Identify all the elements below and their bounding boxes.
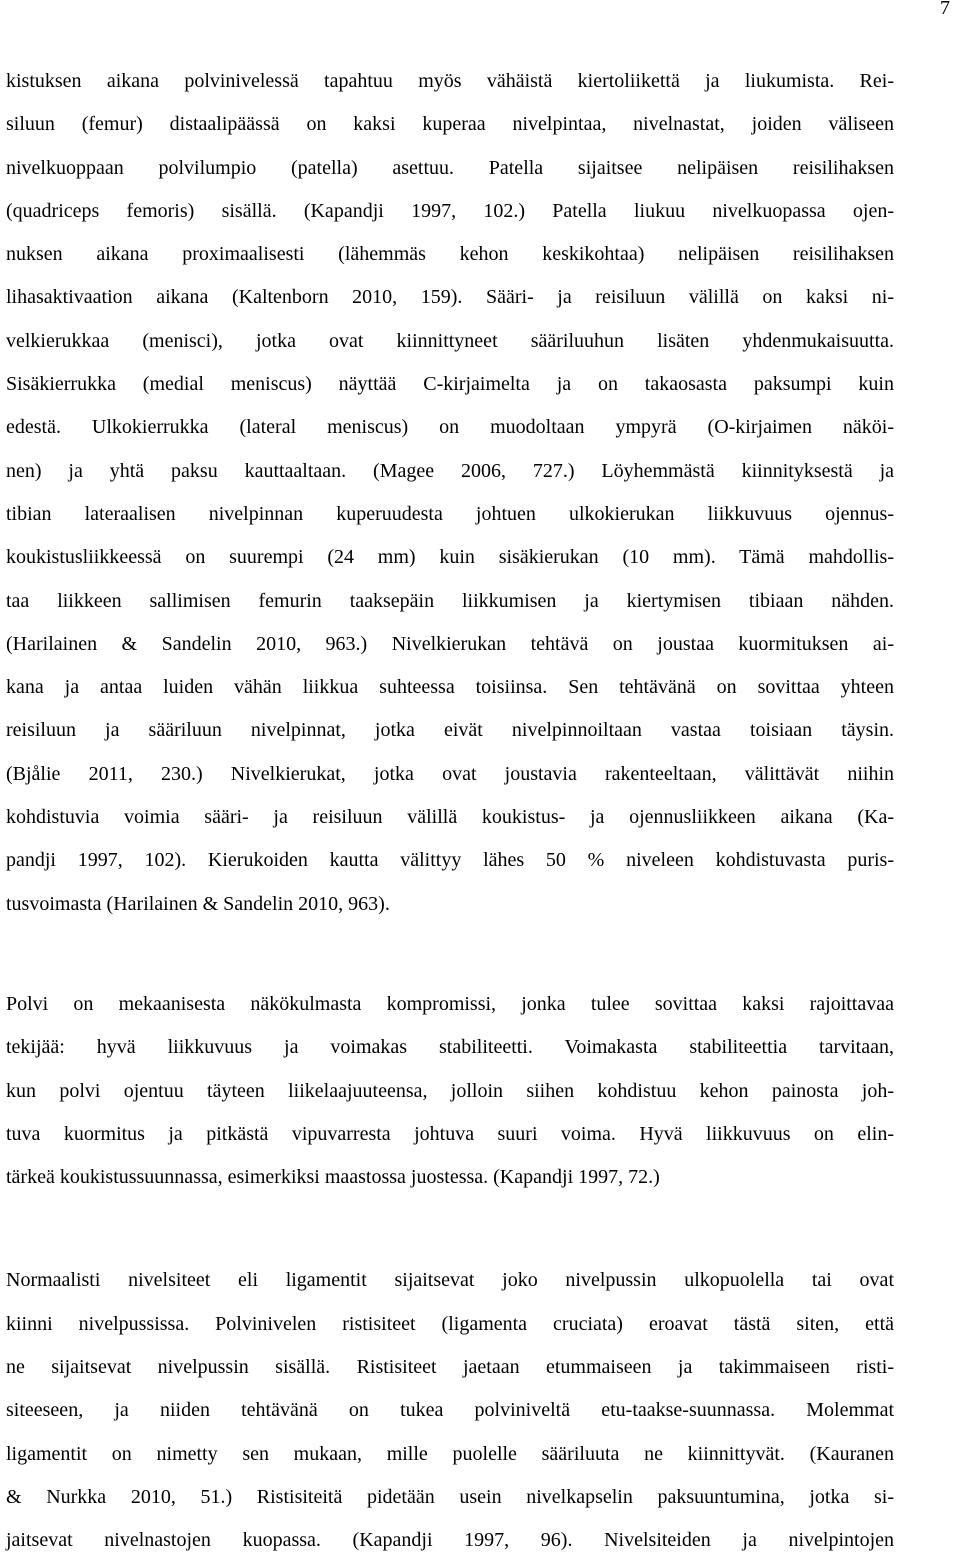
text-line: pandji 1997, 102). Kierukoiden kautta välittyy lähes 50 % niveleen kohdistuvasta puris-	[6, 849, 894, 872]
text-line: kana ja antaa luiden vähän liikkua suhteessa toisiinsa. Sen tehtävänä on sovittaa yhteen	[6, 676, 894, 699]
text-line: siluun (femur) distaalipäässä on kaksi kuperaa nivelpintaa, nivelnastat, joiden väliseen	[6, 113, 894, 136]
text-line: kun polvi ojentuu täyteen liikelaajuuteensa, jolloin siihen kohdistuu kehon painosta joh-	[6, 1079, 894, 1102]
text-line: ne sijaitsevat nivelpussin sisällä. Ristisiteet jaetaan etummaiseen ja takimmaiseen risti-	[6, 1356, 894, 1379]
text-line: nivelkuoppaan polvilumpio (patella) asettuu. Patella sijaitsee nelipäisen reisilihaksen	[6, 156, 894, 179]
text-line: (quadriceps femoris) sisällä. (Kapandji 1997, 102.) Patella liukuu nivelkuopassa ojen-	[6, 199, 894, 222]
paragraph-spacer	[6, 1199, 894, 1259]
text-line: reisiluun ja sääriluun nivelpinnat, jotka eivät nivelpinnoiltaan vastaa toisiaan täysin.	[6, 719, 894, 742]
text-line: tuva kuormitus ja pitkästä vipuvarresta johtuva suuri voima. Hyvä liikkuvuus on elin-	[6, 1122, 894, 1145]
text-line: kiinni nivelpussissa. Polvinivelen ristisiteet (ligamenta cruciata) eroavat tästä siten, että	[6, 1312, 894, 1335]
text-line: (Bjålie 2011, 230.) Nivelkierukat, jotka ovat joustavia rakenteeltaan, välittävät niihin	[6, 762, 894, 785]
text-line: nen) ja yhtä paksu kauttaaltaan. (Magee 2006, 727.) Löyhemmästä kiinnityksestä ja	[6, 459, 894, 482]
text-line: tekijää: hyvä liikkuvuus ja voimakas stabiliteetti. Voimakasta stabiliteettia tarvitaan,	[6, 1036, 894, 1059]
text-line: Normaalisti nivelsiteet eli ligamentit sijaitsevat joko nivelpussin ulkopuolella tai ovat	[6, 1269, 894, 1292]
text-line: tusvoimasta (Harilainen & Sandelin 2010, 963).	[6, 892, 390, 915]
text-line: & Nurkka 2010, 51.) Ristisiteitä pidetään usein nivelkapselin paksuuntumina, jotka si-	[6, 1485, 894, 1508]
text-line: Polvi on mekaanisesta näkökulmasta kompromissi, jonka tulee sovittaa kaksi rajoittavaa	[6, 992, 894, 1015]
document-body	[6, 60, 894, 1563]
text-line: edestä. Ulkokierrukka (lateral meniscus) on muodoltaan ympyrä (O-kirjaimen näköi-	[6, 416, 894, 439]
text-line: taa liikkeen sallimisen femurin taaksepäin liikkumisen ja kiertymisen tibiaan nähden.	[6, 589, 894, 612]
text-line: siteeseen, ja niiden tehtävänä on tukea polviniveltä etu-taakse-suunnassa. Molemmat	[6, 1399, 894, 1422]
text-line: tärkeä koukistussuunnassa, esimerkiksi maastossa juostessa. (Kapandji 1997, 72.)	[6, 1166, 660, 1189]
text-line: tibian lateraalisen nivelpinnan kuperuudesta johtuen ulkokierukan liikkuvuus ojennus-	[6, 502, 894, 525]
text-line: Sisäkierrukka (medial meniscus) näyttää C-kirjaimelta ja on takaosasta paksumpi kuin	[6, 373, 894, 396]
text-line: lihasaktivaation aikana (Kaltenborn 2010, 159). Sääri- ja reisiluun välillä on kaksi ni-	[6, 286, 894, 309]
page-number: 7	[940, 0, 950, 19]
text-line: velkierukkaa (menisci), jotka ovat kiinnittyneet sääriluuhun lisäten yhdenmukaisuutta.	[6, 329, 894, 352]
text-line: kistuksen aikana polvinivelessä tapahtuu myös vähäistä kiertoliikettä ja liukumista. Rei-	[6, 70, 894, 92]
paragraph-ligaments	[6, 1259, 894, 1562]
paragraph-knee-anatomy	[6, 60, 894, 926]
text-line: nuksen aikana proximaalisesti (lähemmäs kehon keskikohtaa) nelipäisen reisilihaksen	[6, 243, 894, 266]
paragraph-knee-mechanics	[6, 983, 894, 1199]
text-line: (Harilainen & Sandelin 2010, 963.) Nivelkierukan tehtävä on joustaa kuormituksen ai-	[6, 632, 894, 655]
text-line: jaitsevat nivelnastojen kuopassa. (Kapandji 1997, 96). Nivelsiteiden ja nivelpintojen	[6, 1529, 894, 1552]
text-line: koukistusliikkeessä on suurempi (24 mm) kuin sisäkierukan (10 mm). Tämä mahdollis-	[6, 546, 894, 569]
text-line: kohdistuvia voimia sääri- ja reisiluun välillä koukistus- ja ojennusliikkeen aikana (Ka-	[6, 806, 894, 829]
text-line: ligamentit on nimetty sen mukaan, mille puolelle sääriluuta ne kiinnittyvät. (Kauranen	[6, 1442, 894, 1465]
paragraph-spacer	[6, 926, 894, 983]
